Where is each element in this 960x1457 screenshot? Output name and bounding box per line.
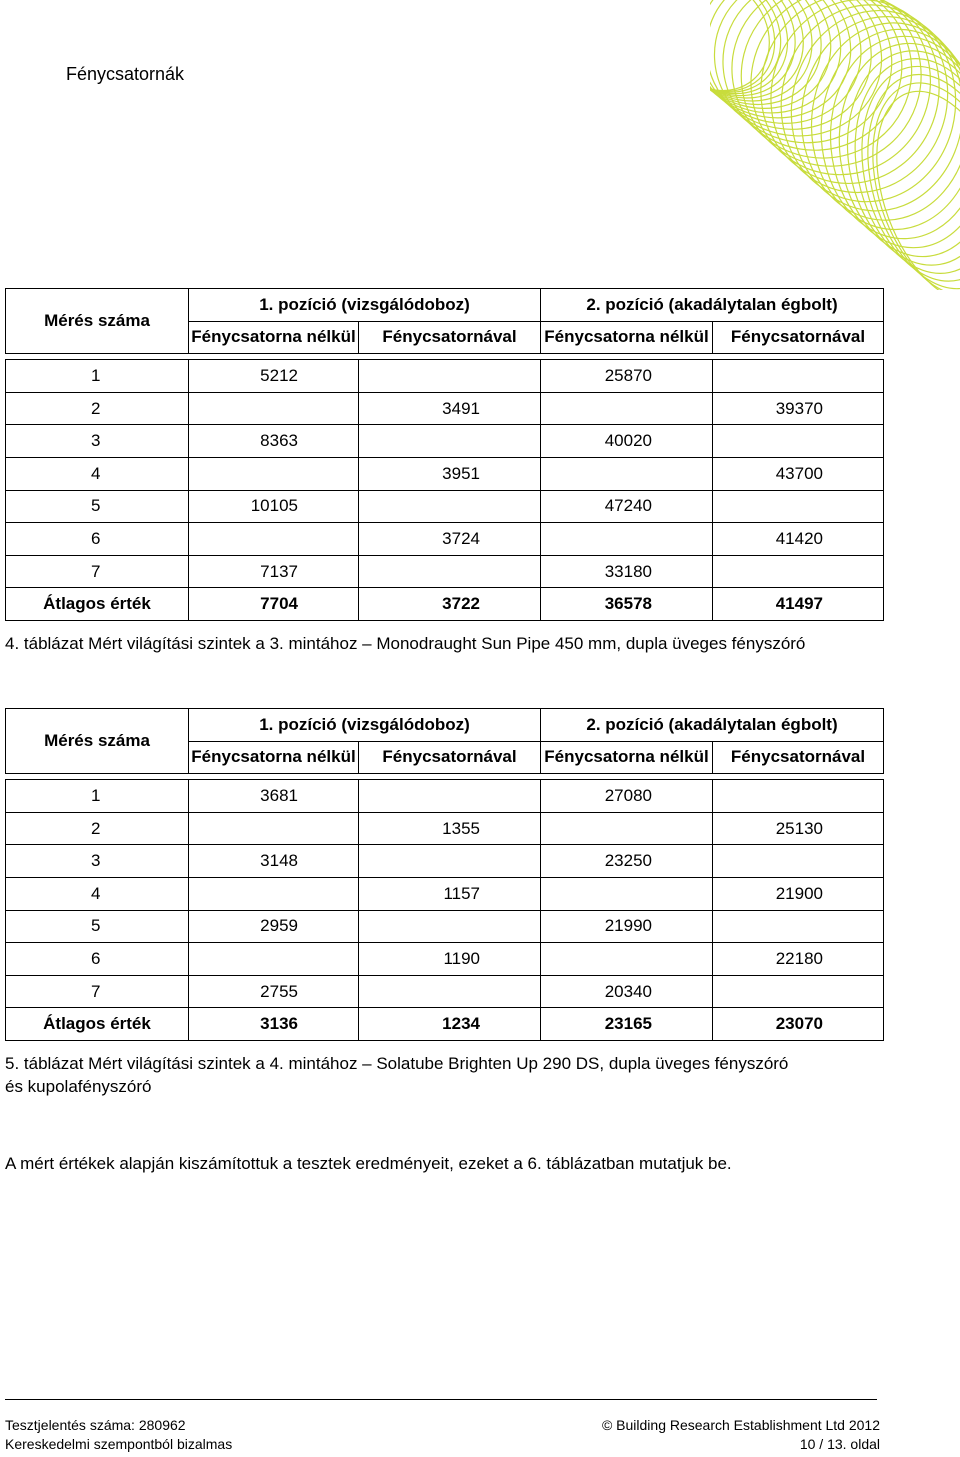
cell-pos2-with	[713, 490, 884, 523]
header-without-pipe: Fénycsatorna nélkül	[189, 741, 359, 774]
cell-pos1-without	[189, 457, 359, 490]
cell-pos2-with	[713, 360, 884, 393]
header-without-pipe: Fénycsatorna nélkül	[541, 741, 713, 774]
cell-pos1-without: 8363	[189, 425, 359, 458]
cell-pos2-without	[541, 812, 713, 845]
header-position-2: 2. pozíció (akadálytalan égbolt)	[541, 709, 884, 742]
cell-pos1-without	[189, 523, 359, 556]
cell-pos2-without	[541, 877, 713, 910]
cell-pos2-without	[541, 457, 713, 490]
table-row	[6, 877, 884, 910]
cell-measurement-no: 1	[6, 780, 189, 813]
table-4-measurements	[5, 288, 884, 621]
cell-pos1-with: 3951	[359, 457, 541, 490]
table-row	[6, 975, 884, 1008]
cell-pos2-with	[713, 975, 884, 1008]
cell-measurement-no: 4	[6, 877, 189, 910]
table-row	[6, 425, 884, 458]
cell-measurement-no: 2	[6, 392, 189, 425]
cell-pos1-without	[189, 812, 359, 845]
cell-pos1-with	[359, 910, 541, 943]
table-4-caption: 4. táblázat Mért világítási szintek a 3. mintához – Monodraught Sun Pipe 450 mm, dupla üveges fényszóró	[5, 634, 806, 653]
header-with-pipe: Fénycsatornával	[713, 321, 884, 354]
cell-average-1: 7704	[189, 588, 359, 621]
cell-measurement-no: 4	[6, 457, 189, 490]
cell-average-label: Átlagos érték	[6, 588, 189, 621]
cell-pos1-with: 1157	[359, 877, 541, 910]
cell-measurement-no: 5	[6, 490, 189, 523]
cell-pos1-without: 7137	[189, 555, 359, 588]
cell-pos1-with	[359, 780, 541, 813]
cell-average-3: 36578	[541, 588, 713, 621]
cell-average-4: 23070	[713, 1008, 884, 1041]
cell-pos1-with	[359, 425, 541, 458]
table-row-average	[6, 588, 884, 621]
cell-pos2-with	[713, 845, 884, 878]
decorative-swirl-graphic	[710, 0, 960, 290]
cell-pos1-without: 10105	[189, 490, 359, 523]
cell-average-label: Átlagos érték	[6, 1008, 189, 1041]
cell-pos2-without	[541, 523, 713, 556]
footer-divider	[5, 1399, 877, 1400]
cell-pos1-with: 3491	[359, 392, 541, 425]
cell-pos2-without: 25870	[541, 360, 713, 393]
cell-pos1-with	[359, 975, 541, 1008]
cell-pos2-without: 27080	[541, 780, 713, 813]
cell-pos1-with: 1190	[359, 943, 541, 976]
header-with-pipe: Fénycsatornával	[713, 741, 884, 774]
cell-pos2-with: 21900	[713, 877, 884, 910]
cell-measurement-no: 6	[6, 523, 189, 556]
cell-pos1-with	[359, 845, 541, 878]
cell-pos2-with: 22180	[713, 943, 884, 976]
cell-pos1-with	[359, 490, 541, 523]
cell-pos1-with: 3724	[359, 523, 541, 556]
cell-measurement-no: 5	[6, 910, 189, 943]
cell-pos2-with: 41420	[713, 523, 884, 556]
cell-pos2-without: 20340	[541, 975, 713, 1008]
header-without-pipe: Fénycsatorna nélkül	[189, 321, 359, 354]
cell-pos1-without	[189, 392, 359, 425]
cell-pos1-without: 2959	[189, 910, 359, 943]
table-row	[6, 812, 884, 845]
table-row	[6, 555, 884, 588]
cell-average-2: 3722	[359, 588, 541, 621]
cell-pos1-without: 2755	[189, 975, 359, 1008]
cell-pos2-without: 47240	[541, 490, 713, 523]
cell-pos2-without	[541, 943, 713, 976]
header-position-1: 1. pozíció (vizsgálódoboz)	[189, 289, 541, 322]
cell-pos1-without	[189, 943, 359, 976]
table-row	[6, 392, 884, 425]
table-5-caption-line-2: és kupolafényszóró	[5, 1077, 152, 1096]
cell-pos1-without: 5212	[189, 360, 359, 393]
cell-measurement-no: 6	[6, 943, 189, 976]
swirl-ring	[710, 0, 849, 134]
table-row	[6, 780, 884, 813]
header-measurement-no: Mérés száma	[6, 709, 189, 774]
header-measurement-no: Mérés száma	[6, 289, 189, 354]
cell-measurement-no: 1	[6, 360, 189, 393]
table-row	[6, 523, 884, 556]
cell-average-4: 41497	[713, 588, 884, 621]
table-row-average	[6, 1008, 884, 1041]
cell-measurement-no: 7	[6, 555, 189, 588]
results-paragraph: A mért értékek alapján kiszámítottuk a tesztek eredményeit, ezeket a 6. táblázatban mutatjuk be.	[5, 1154, 732, 1173]
cell-pos2-with: 25130	[713, 812, 884, 845]
document-header-title: Fénycsatornák	[66, 64, 185, 84]
cell-pos2-with	[713, 910, 884, 943]
table-row	[6, 490, 884, 523]
footer-report-number: Tesztjelentés száma: 280962	[5, 1417, 186, 1433]
cell-average-1: 3136	[189, 1008, 359, 1041]
cell-pos2-with	[713, 555, 884, 588]
cell-average-2: 1234	[359, 1008, 541, 1041]
cell-pos1-with: 1355	[359, 812, 541, 845]
header-position-1: 1. pozíció (vizsgálódoboz)	[189, 709, 541, 742]
table-row	[6, 457, 884, 490]
header-without-pipe: Fénycsatorna nélkül	[541, 321, 713, 354]
cell-pos2-with: 39370	[713, 392, 884, 425]
table-5-measurements	[5, 708, 884, 1041]
cell-pos2-with	[713, 780, 884, 813]
cell-measurement-no: 3	[6, 845, 189, 878]
cell-pos2-without: 33180	[541, 555, 713, 588]
cell-pos1-without: 3148	[189, 845, 359, 878]
table-5-caption-line-1: 5. táblázat Mért világítási szintek a 4. mintához – Solatube Brighten Up 290 DS, dupla üveges fényszóró	[5, 1054, 789, 1073]
cell-measurement-no: 7	[6, 975, 189, 1008]
cell-pos1-without: 3681	[189, 780, 359, 813]
footer-confidential: Kereskedelmi szempontból bizalmas	[5, 1436, 233, 1452]
footer-copyright: © Building Research Establishment Ltd 2012	[601, 1417, 880, 1433]
table-row	[6, 910, 884, 943]
cell-pos1-without	[189, 877, 359, 910]
table-row	[6, 943, 884, 976]
header-with-pipe: Fénycsatornával	[359, 321, 541, 354]
table-5-caption	[5, 1052, 885, 1098]
swirl-ring	[710, 0, 916, 168]
cell-pos1-with	[359, 360, 541, 393]
footer-page-number: 10 / 13. oldal	[799, 1436, 880, 1452]
cell-pos2-without	[541, 392, 713, 425]
cell-measurement-no: 3	[6, 425, 189, 458]
cell-pos2-without: 21990	[541, 910, 713, 943]
header-with-pipe: Fénycsatornával	[359, 741, 541, 774]
cell-pos1-with	[359, 555, 541, 588]
cell-pos2-without: 23250	[541, 845, 713, 878]
table-row	[6, 360, 884, 393]
swirl-ring	[822, 29, 960, 254]
cell-pos2-without: 40020	[541, 425, 713, 458]
cell-average-3: 23165	[541, 1008, 713, 1041]
cell-pos2-with: 43700	[713, 457, 884, 490]
cell-pos2-with	[713, 425, 884, 458]
table-row	[6, 845, 884, 878]
header-position-2: 2. pozíció (akadálytalan égbolt)	[541, 289, 884, 322]
swirl-ring	[711, 0, 933, 179]
cell-measurement-no: 2	[6, 812, 189, 845]
